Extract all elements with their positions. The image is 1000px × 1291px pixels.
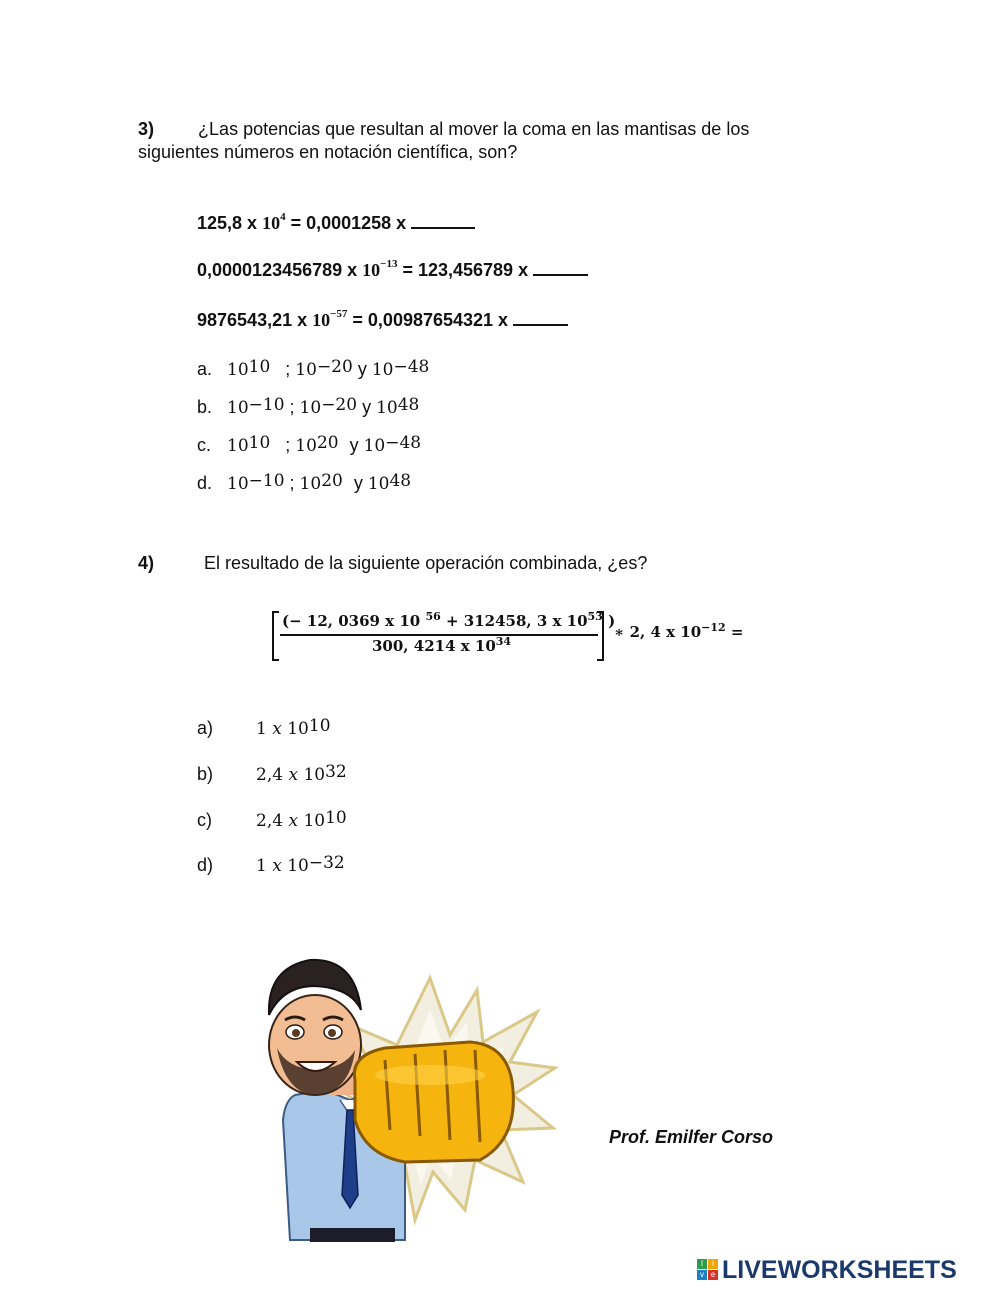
denominator: 300, 4214 x $10^{34}$ xyxy=(372,635,512,655)
option-d[interactable]: d. $10^{-10}$ ; $10^{20}$ y $10^{48}$ xyxy=(197,471,412,494)
logo-tiles-icon: l i v e xyxy=(697,1259,719,1281)
right-bracket xyxy=(597,611,604,661)
option-c[interactable]: c) 2,4 x $10^{10}$ xyxy=(197,808,347,831)
answer-blank[interactable] xyxy=(533,260,588,276)
numerator: (− 12, 0369 x 10 $^{56}$ + 312458, 3 x $10^{53}$ ) xyxy=(282,610,616,630)
combined-operation-formula xyxy=(272,611,742,661)
question-4-header xyxy=(138,552,647,575)
teacher-cartoon-illustration xyxy=(255,950,565,1245)
left-bracket xyxy=(272,611,279,661)
fist xyxy=(354,1042,513,1162)
head xyxy=(269,960,361,1096)
option-a[interactable]: a. $10^{10}$ ; $10^{-20}$ y $10^{-48}$ xyxy=(197,357,430,380)
multiplier: ∗ 2, 4 x $10^{-12}$ = xyxy=(614,621,744,641)
equation-1: 125,8 x $10^4 = 0,0001258$ x xyxy=(197,213,475,234)
fraction-bar xyxy=(280,634,598,636)
question-3-text-line2: siguientes números en notación científica, son? xyxy=(138,142,518,162)
answer-blank[interactable] xyxy=(411,213,475,229)
option-c[interactable]: c. $10^{10}$ ; $10^{20}$ y $10^{-48}$ xyxy=(197,433,422,456)
equation-3: 9876543,21 x $10^{-57} = 0,00987654321$ x xyxy=(197,310,568,331)
question-number: 3) xyxy=(138,119,155,139)
equation-2: 0,0000123456789 x $10^{-13} = 123,456789$ x xyxy=(197,260,588,281)
question-number: 4) xyxy=(138,553,155,573)
liveworksheets-logo xyxy=(697,1256,997,1286)
answer-blank[interactable] xyxy=(513,310,568,326)
option-b[interactable]: b) 2,4 x $10^{32}$ xyxy=(197,762,347,785)
option-b[interactable]: b. $10^{-10}$ ; $10^{-20}$ y $10^{48}$ xyxy=(197,395,420,418)
question-3-header xyxy=(138,118,749,141)
question-text-line1: ¿Las potencias que resultan al mover la coma en las mantisas de los xyxy=(198,119,750,139)
question-text: El resultado de la siguiente operación combinada, ¿es? xyxy=(204,553,648,573)
option-d[interactable]: d) 1 x $10^{-32}$ xyxy=(197,853,345,876)
option-a[interactable]: a) 1 x $10^{10}$ xyxy=(197,716,331,739)
logo-text: LIVEWORKSHEETS xyxy=(722,1256,957,1284)
author-signature: Prof. Emilfer Corso xyxy=(609,1127,774,1147)
